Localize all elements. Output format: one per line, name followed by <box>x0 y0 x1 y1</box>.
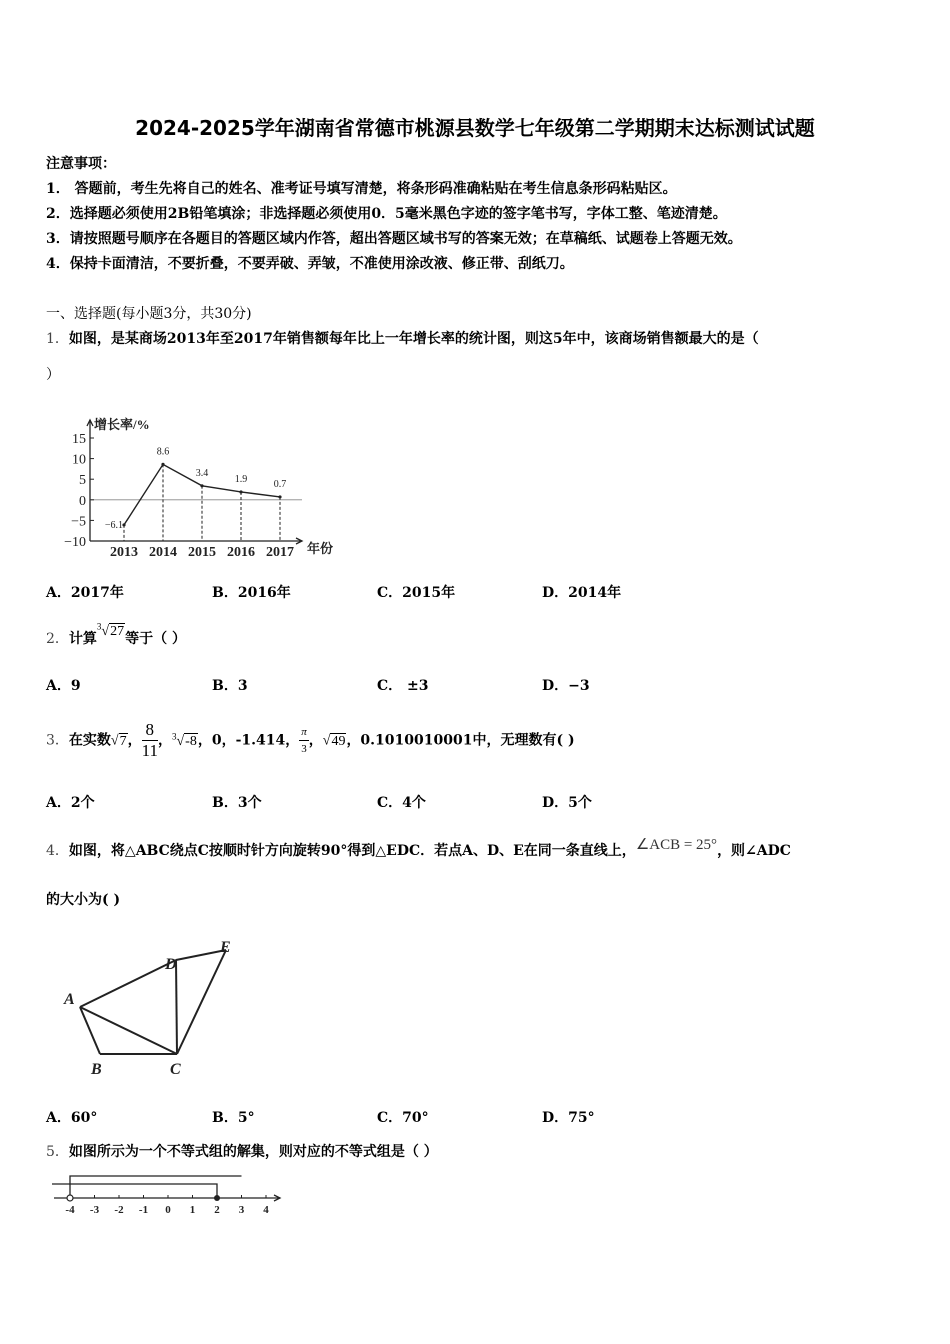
option-c[interactable]: C． ±3 <box>377 678 429 694</box>
data-label: 8.6 <box>156 446 170 458</box>
question-2 <box>46 621 186 648</box>
option-c[interactable]: C．4个 <box>377 795 426 811</box>
x-tick-label: 2015 <box>188 545 216 560</box>
solution-ray-upper <box>70 1176 242 1198</box>
option-b[interactable]: B．5° <box>212 1110 255 1126</box>
sqrt-49: √49 <box>322 733 346 749</box>
segment-ad <box>80 960 176 1007</box>
question-number: 3． <box>46 732 69 749</box>
question-text: 如图所示为一个不等式组的解集，则对应的不等式组是（ ） <box>68 1144 438 1160</box>
question-text-mid: ，0，-1.414， <box>197 732 300 749</box>
angle-acb-expression: ∠ACB = 25° <box>635 837 718 853</box>
data-label: 3.4 <box>195 467 209 479</box>
question-1 <box>46 328 759 348</box>
option-b[interactable]: B．3个 <box>212 795 262 811</box>
option-b[interactable]: B．3 <box>212 678 248 694</box>
note-item: 3．请按照题号顺序在各题目的答题区域内作答，超出答题区域书写的答案无效；在草稿纸、试题卷上答题无效。 <box>46 231 742 247</box>
label-d: D <box>165 956 177 973</box>
tick-label: 4 <box>263 1204 269 1216</box>
question-text: 如图，是某商场2013年至2017年销售额每年比上一年增长率的统计图，则这5年中，该商场销售额最大的是（ <box>68 331 759 347</box>
denominator: 3 <box>301 743 307 756</box>
fraction-8-11 <box>142 720 158 761</box>
fraction-pi-3 <box>299 724 309 757</box>
option-b[interactable]: B．2016年 <box>212 585 291 601</box>
y-tick-label: −10 <box>64 535 86 550</box>
question-4-cont: 的大小为( ) <box>46 892 121 908</box>
x-axis-label: 年份 <box>307 541 334 556</box>
radicand: 27 <box>110 624 125 639</box>
x-tick-label: 2017 <box>266 545 294 560</box>
denominator: 11 <box>141 741 158 761</box>
data-label: −6.1 <box>104 519 124 531</box>
y-tick-label: 5 <box>79 473 86 489</box>
option-d[interactable]: D．75° <box>542 1110 595 1126</box>
question-text-end: ，则∠ADC <box>717 843 791 859</box>
number-line <box>50 1170 290 1220</box>
cube-root-27: $^3$√27 <box>96 621 125 639</box>
radicand: 7 <box>119 733 127 749</box>
option-d[interactable]: D．5个 <box>542 795 592 811</box>
x-tick-label: 2013 <box>110 545 138 560</box>
option-d[interactable]: D．2014年 <box>542 585 622 601</box>
option-a[interactable]: A．2017年 <box>46 585 124 601</box>
question-number: 1． <box>46 331 69 347</box>
question-text: 计算 <box>68 631 97 647</box>
tick-label: 2 <box>214 1204 220 1216</box>
data-point <box>161 463 164 466</box>
number-line-body <box>52 1176 280 1216</box>
question-number: 5． <box>46 1144 69 1160</box>
y-tick-label: −5 <box>71 514 86 530</box>
tick-label: -3 <box>89 1204 100 1216</box>
segment-ac <box>80 1007 177 1054</box>
segment-ab <box>80 1007 100 1054</box>
growth-line-chart <box>52 408 352 563</box>
question-text: 在实数 <box>68 732 111 749</box>
numerator: π <box>299 724 309 741</box>
option-a[interactable]: A．2个 <box>46 795 95 811</box>
question-5 <box>46 1141 438 1161</box>
radicand: -8 <box>185 733 197 749</box>
notes-heading: 注意事项： <box>46 156 116 172</box>
tick-label: -1 <box>138 1204 149 1216</box>
label-b: B <box>91 1061 102 1078</box>
question-4 <box>46 837 791 860</box>
question-number: 4． <box>46 843 69 859</box>
option-a[interactable]: A．9 <box>46 678 81 694</box>
separator: ， <box>127 732 142 749</box>
data-label: 1.9 <box>234 473 248 485</box>
tick-label: -4 <box>65 1204 75 1216</box>
question-text-end: ，0.1010010001中，无理数有( ) <box>346 732 575 749</box>
option-c[interactable]: C．2015年 <box>377 585 456 601</box>
note-item: 2．选择题必须使用2B铅笔填涂；非选择题必须使用0．5毫米黑色字迹的签字笔书写，字体工整、笔迹清楚。 <box>46 206 727 222</box>
note-item: 1． 答题前，考生先将自己的姓名、准考证号填写清楚，将条形码准确粘贴在考生信息条形码粘贴区。 <box>46 181 677 197</box>
separator: ， <box>157 732 172 749</box>
question-number: 2． <box>46 631 69 647</box>
triangle-figure <box>60 932 250 1082</box>
x-tick-label: 2016 <box>227 545 255 560</box>
question-1-cont: ） <box>46 367 60 383</box>
label-c: C <box>170 1061 181 1078</box>
question-text: 如图，将△ABC绕点C按顺时针方向旋转90°得到△EDC．若点A、D、E在同一条直线上， <box>68 843 636 859</box>
closed-point <box>214 1195 220 1201</box>
chart-body <box>64 417 333 560</box>
numerator: 8 <box>142 720 158 741</box>
y-tick-label: 10 <box>72 452 86 468</box>
x-tick-label: 2014 <box>149 545 177 560</box>
root-index: 3 <box>96 621 102 632</box>
cube-root-neg-8: $^3$√-8 <box>171 731 197 749</box>
tick-label: -2 <box>114 1204 124 1216</box>
data-point <box>278 495 281 498</box>
segment-ec <box>177 950 226 1054</box>
page-title: 2024-2025学年湖南省常德市桃源县数学七年级第二学期期末达标测试试题 <box>135 116 815 140</box>
question-text-end: 等于（ ） <box>125 631 186 647</box>
label-e: E <box>220 939 231 956</box>
data-point <box>200 484 203 487</box>
data-point <box>239 490 242 493</box>
open-point <box>67 1195 73 1201</box>
option-a[interactable]: A．60° <box>46 1110 98 1126</box>
tick-label: 1 <box>189 1204 196 1216</box>
tick-label: 0 <box>165 1204 171 1216</box>
y-tick-label: 0 <box>79 493 86 509</box>
separator: ， <box>308 732 323 749</box>
segment-de <box>176 950 226 960</box>
label-a: A <box>64 991 75 1008</box>
y-axis-label: 增长率/% <box>94 417 150 432</box>
question-3 <box>46 706 575 772</box>
option-d[interactable]: D．−3 <box>542 678 590 694</box>
option-c[interactable]: C．70° <box>377 1110 429 1126</box>
sqrt-7: √7 <box>110 733 127 749</box>
root-index: 3 <box>171 731 177 741</box>
note-item: 4．保持卡面清洁，不要折叠，不要弄破、弄皱，不准使用涂改液、修正带、刮纸刀。 <box>46 256 574 272</box>
radicand: 49 <box>331 733 346 749</box>
section-heading: 一、选择题(每小题3分，共30分) <box>46 306 252 322</box>
data-label: 0.7 <box>273 478 287 490</box>
segment-dc <box>176 960 177 1054</box>
y-tick-label: 15 <box>72 432 86 447</box>
tick-label: 3 <box>238 1204 245 1216</box>
